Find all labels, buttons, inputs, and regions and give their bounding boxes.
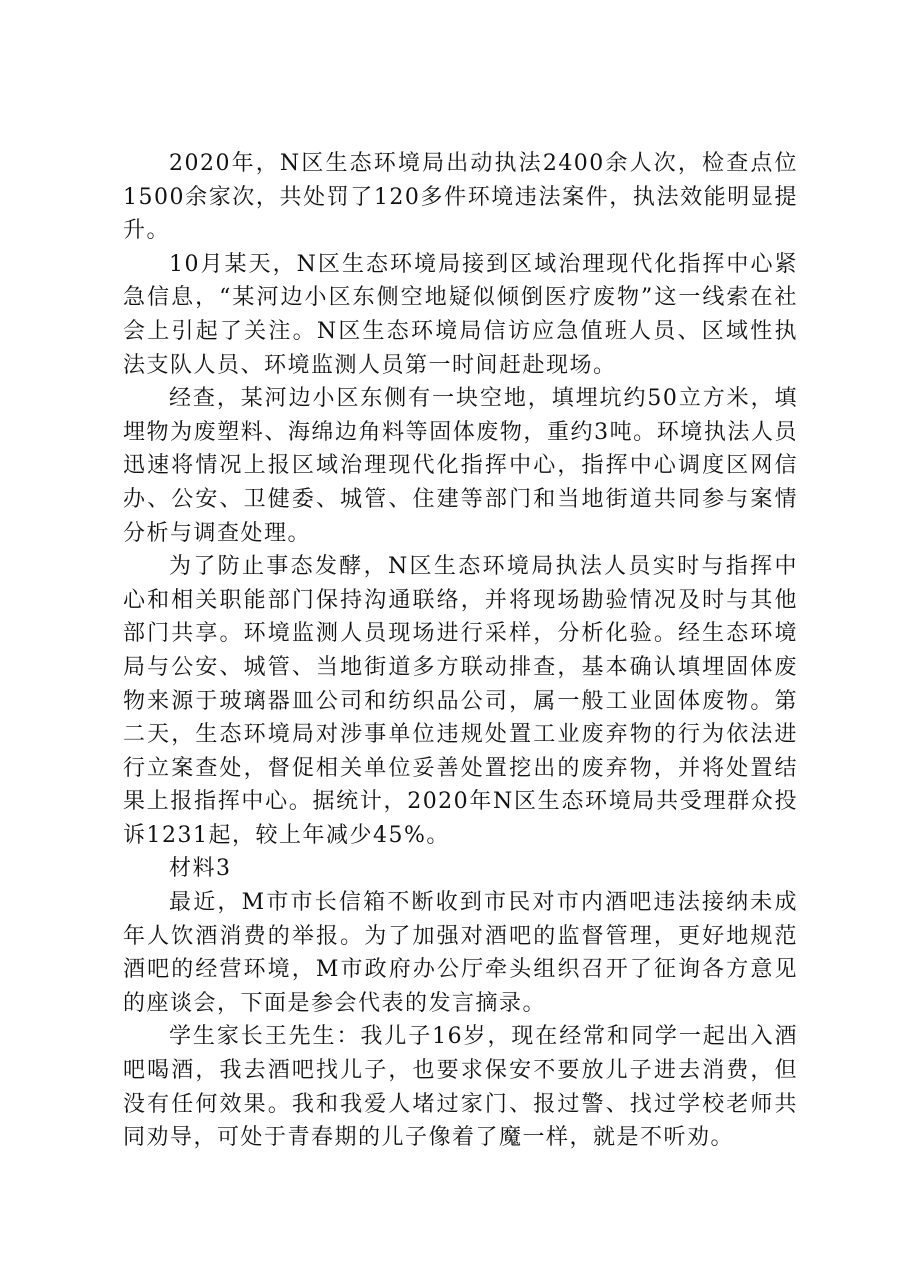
paragraph-enforcement-stats: 2020年，N区生态环境局出动执法2400余人次，检查点位1500余家次，共处罚了120多件环境违法案件，执法效能明显提升。 bbox=[123, 151, 798, 244]
section-heading: 材料3 bbox=[169, 856, 232, 882]
paragraph-bar-complaints: 最近，M市市长信箱不断收到市民对市内酒吧违法接纳未成年人饮酒消费的举报。为了加强对酒吧的监督管理，更好地规范酒吧的经营环境，M市政府办公厅牵头组织召开了征询各方意见的座谈会，下面是参会代表的发言摘录。 bbox=[123, 890, 798, 1016]
document-body bbox=[123, 147, 798, 1155]
paragraph-parent-statement: 学生家长王先生：我儿子16岁，现在经常和同学一起出入酒吧喝酒，我去酒吧找儿子，也要求保安不要放儿子进去消费，但没有任何效果。我和我爱人堵过家门、报过警、找过学校老师共同劝导，可处于青春期的儿子像着了魔一样，就是不听劝。 bbox=[123, 1024, 798, 1151]
paragraph-investigation: 经查，某河边小区东侧有一块空地，填埋坑约50立方米，填埋物为废塑料、海绵边角料等固体废物，重约3吨。环境执法人员迅速将情况上报区域治理现代化指挥中心，指挥中心调度区网信办、公安、卫健委、城管、住建等部门和当地街道共同参与案情分析与调查处理。 bbox=[123, 386, 798, 546]
paragraph-handling-result: 为了防止事态发酵，N区生态环境局执法人员实时与指挥中心和相关职能部门保持沟通联络，并将现场勘验情况及时与其他部门共享。环境监测人员现场进行采样，分析化验。经生态环境局与公安、城管、当地街道多方联动排查，基本确认填埋固体废物来源于玻璃器皿公司和纺织品公司，属一般工业固体废物。第二天，生态环境局对涉事单位违规处置工业废弃物的行为依法进行立案查处，督促相关单位妥善处置挖出的废弃物，并将处置结果上报指挥中心。据统计，2020年N区生态环境局共受理群众投诉1231起，较上年减少45%。 bbox=[123, 554, 798, 848]
paragraph-incident-report: 10月某天，N区生态环境局接到区域治理现代化指挥中心紧急信息，“某河边小区东侧空地疑似倾倒医疗废物”这一线索在社会上引起了关注。N区生态环境局信访应急值班人员、区域性执法支队人员、环境监测人员第一时间赶赴现场。 bbox=[123, 251, 798, 378]
